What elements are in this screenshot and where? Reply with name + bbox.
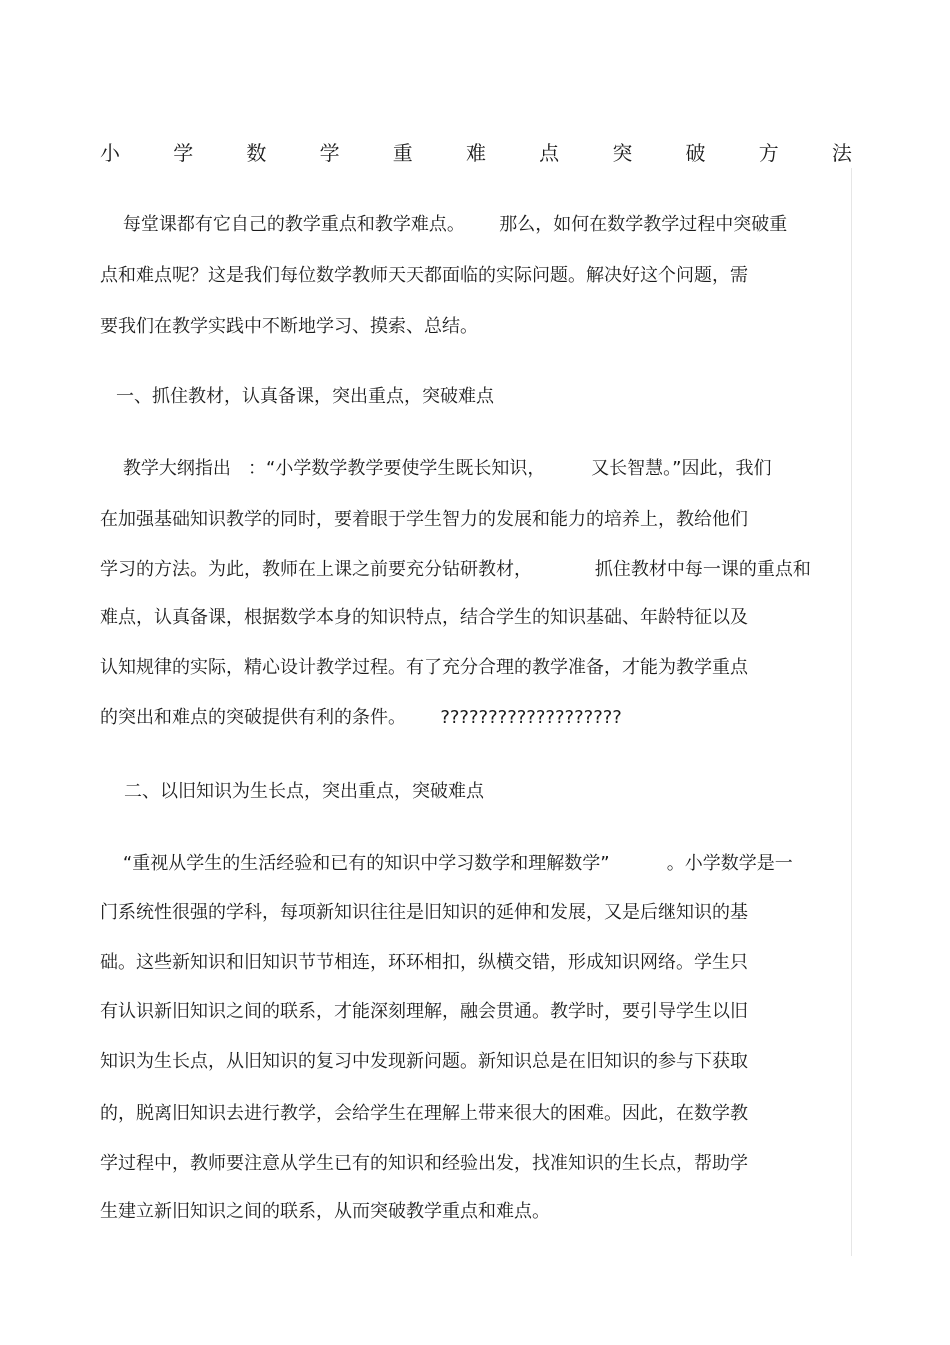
title-char: 破 xyxy=(685,141,706,165)
section-2-line: 生建立新旧知识之间的联系，从而突破教学重点和难点。 xyxy=(100,1201,550,1222)
section-1-line: 难点，认真备课，根据数学本身的知识特点，结合学生的知识基础、年龄特征以及 xyxy=(100,607,748,628)
section-2-line: “重视从学生的生活经验和已有的知识中学习数学和理解数学” 。小学数学是一 xyxy=(100,853,793,874)
title-char: 方 xyxy=(758,141,779,165)
title-char: 学 xyxy=(319,141,340,165)
page-edge-divider xyxy=(851,168,852,1256)
section-1-line: 学习的方法。为此，教师在上课之前要充分钻研教材， 抓住教材中每一课的重点和 xyxy=(100,559,811,580)
intro-line: 要我们在教学实践中不断地学习、摸索、总结。 xyxy=(100,316,478,337)
section-1-line: 教学大纲指出 ：“小学数学教学要使学生既长知识， 又长智慧。”因此，我们 xyxy=(100,458,772,479)
section-2-line: 学过程中，教师要注意从学生已有的知识和经验出发，找准知识的生长点，帮助学 xyxy=(100,1153,748,1174)
document-title xyxy=(100,140,852,166)
section-2-line: 的，脱离旧知识去进行教学，会给学生在理解上带来很大的困难。因此，在数学教 xyxy=(100,1103,748,1124)
title-char: 重 xyxy=(392,141,413,165)
title-char: 突 xyxy=(612,141,633,165)
title-char: 学 xyxy=(173,141,194,165)
intro-line: 每堂课都有它自己的教学重点和教学难点。 那么，如何在数学教学过程中突破重 xyxy=(100,214,788,235)
section-2-line: 门系统性很强的学科，每项新知识往往是旧知识的延伸和发展，又是后继知识的基 xyxy=(100,902,748,923)
title-char: 法 xyxy=(831,141,852,165)
section-1-line: 在加强基础知识教学的同时，要着眼于学生智力的发展和能力的培养上，教给他们 xyxy=(100,509,748,530)
section-1-line: 认知规律的实际，精心设计教学过程。有了充分合理的教学准备，才能为教学重点 xyxy=(100,657,748,678)
section-1-line: 的突出和难点的突破提供有利的条件。 ??????????????????? xyxy=(100,707,622,728)
section-2-line: 知识为生长点，从旧知识的复习中发现新问题。新知识总是在旧知识的参与下获取 xyxy=(100,1051,748,1072)
section-2-heading: 二、以旧知识为生长点，突出重点，突破难点 xyxy=(124,781,484,802)
title-char: 小 xyxy=(100,141,120,165)
section-2-line: 有认识新旧知识之间的联系，才能深刻理解，融会贯通。教学时，要引导学生以旧 xyxy=(100,1001,748,1022)
section-2-line: 础。这些新知识和旧知识节节相连，环环相扣，纵横交错，形成知识网络。学生只 xyxy=(100,952,748,973)
title-char: 数 xyxy=(246,141,267,165)
title-char: 难 xyxy=(465,141,486,165)
title-char: 点 xyxy=(539,141,560,165)
intro-line: 点和难点呢？这是我们每位数学教师天天都面临的实际问题。解决好这个问题，需 xyxy=(100,265,748,286)
section-1-heading: 一、抓住教材，认真备课，突出重点，突破难点 xyxy=(116,386,494,407)
